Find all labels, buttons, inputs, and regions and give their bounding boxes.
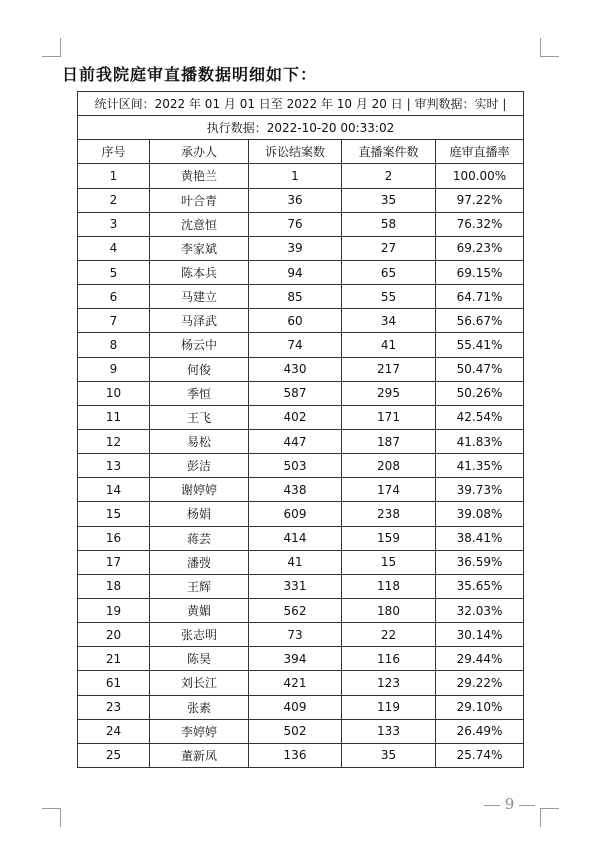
livestream-cases-cell: 187 xyxy=(342,429,436,453)
closed-cases-cell: 503 xyxy=(249,454,342,478)
trial-data-value: 实时 xyxy=(474,97,499,112)
handler-name-cell: 王飞 xyxy=(150,405,249,429)
serial-number-cell: 3 xyxy=(78,212,150,236)
serial-number-cell: 7 xyxy=(78,309,150,333)
table-row xyxy=(78,333,524,357)
table-row xyxy=(78,550,524,574)
table-row xyxy=(78,188,524,212)
serial-number-cell: 5 xyxy=(78,260,150,284)
exec-info-cell xyxy=(78,116,524,140)
livestream-cases-cell: 27 xyxy=(342,236,436,260)
crop-mark-top-right xyxy=(540,38,559,57)
serial-number-cell: 18 xyxy=(78,574,150,598)
exec-info-row xyxy=(78,116,524,140)
livestream-cases-cell: 208 xyxy=(342,454,436,478)
livestream-rate-cell: 69.23% xyxy=(436,236,524,260)
livestream-cases-cell: 15 xyxy=(342,550,436,574)
serial-number-cell: 6 xyxy=(78,285,150,309)
table-row xyxy=(78,743,524,767)
handler-name-cell: 沈意恒 xyxy=(150,212,249,236)
table-row xyxy=(78,695,524,719)
livestream-rate-cell: 56.67% xyxy=(436,309,524,333)
table-row xyxy=(78,478,524,502)
handler-name-cell: 李婷婷 xyxy=(150,719,249,743)
livestream-cases-cell: 133 xyxy=(342,719,436,743)
handler-name-cell: 张志明 xyxy=(150,623,249,647)
livestream-rate-cell: 97.22% xyxy=(436,188,524,212)
livestream-cases-cell: 35 xyxy=(342,743,436,767)
closed-cases-cell: 430 xyxy=(249,357,342,381)
serial-number-cell: 4 xyxy=(78,236,150,260)
handler-name-cell: 何俊 xyxy=(150,357,249,381)
table-row xyxy=(78,502,524,526)
column-header: 诉讼结案数 xyxy=(249,140,342,164)
closed-cases-cell: 402 xyxy=(249,405,342,429)
serial-number-cell: 17 xyxy=(78,550,150,574)
closed-cases-cell: 587 xyxy=(249,381,342,405)
livestream-rate-cell: 55.41% xyxy=(436,333,524,357)
handler-name-cell: 张素 xyxy=(150,695,249,719)
table-row xyxy=(78,454,524,478)
livestream-rate-cell: 50.26% xyxy=(436,381,524,405)
table-row xyxy=(78,405,524,429)
table-row xyxy=(78,357,524,381)
livestream-rate-cell: 38.41% xyxy=(436,526,524,550)
closed-cases-cell: 409 xyxy=(249,695,342,719)
handler-name-cell: 李家斌 xyxy=(150,236,249,260)
table-row xyxy=(78,671,524,695)
handler-name-cell: 黄媚 xyxy=(150,598,249,622)
table-row xyxy=(78,598,524,622)
livestream-cases-cell: 123 xyxy=(342,671,436,695)
serial-number-cell: 25 xyxy=(78,743,150,767)
crop-mark-bottom-right xyxy=(540,808,559,827)
table-row xyxy=(78,526,524,550)
closed-cases-cell: 421 xyxy=(249,671,342,695)
livestream-cases-cell: 217 xyxy=(342,357,436,381)
handler-name-cell: 彭洁 xyxy=(150,454,249,478)
handler-name-cell: 杨云中 xyxy=(150,333,249,357)
table-header-row xyxy=(78,140,524,164)
closed-cases-cell: 60 xyxy=(249,309,342,333)
serial-number-cell: 11 xyxy=(78,405,150,429)
livestream-cases-cell: 171 xyxy=(342,405,436,429)
closed-cases-cell: 1 xyxy=(249,164,342,188)
livestream-cases-cell: 116 xyxy=(342,647,436,671)
column-header: 序号 xyxy=(78,140,150,164)
handler-name-cell: 潘弢 xyxy=(150,550,249,574)
closed-cases-cell: 414 xyxy=(249,526,342,550)
table-row xyxy=(78,647,524,671)
handler-name-cell: 叶合青 xyxy=(150,188,249,212)
stat-info-row xyxy=(78,92,524,116)
livestream-cases-cell: 41 xyxy=(342,333,436,357)
livestream-rate-cell: 36.59% xyxy=(436,550,524,574)
handler-name-cell: 董新凤 xyxy=(150,743,249,767)
column-header: 直播案件数 xyxy=(342,140,436,164)
livestream-cases-cell: 119 xyxy=(342,695,436,719)
handler-name-cell: 杨娟 xyxy=(150,502,249,526)
closed-cases-cell: 41 xyxy=(249,550,342,574)
livestream-cases-cell: 2 xyxy=(342,164,436,188)
livestream-cases-cell: 180 xyxy=(342,598,436,622)
livestream-rate-cell: 25.74% xyxy=(436,743,524,767)
exec-data-label: 执行数据： xyxy=(206,121,267,136)
closed-cases-cell: 94 xyxy=(249,260,342,284)
handler-name-cell: 谢婷婷 xyxy=(150,478,249,502)
table-row xyxy=(78,309,524,333)
stat-period-value: 2022 年 01 月 01 日至 2022 年 10 月 20 日 xyxy=(154,97,403,112)
handler-name-cell: 季恒 xyxy=(150,381,249,405)
closed-cases-cell: 73 xyxy=(249,623,342,647)
stat-period-label: 统计区间： xyxy=(94,97,155,112)
closed-cases-cell: 502 xyxy=(249,719,342,743)
table-row xyxy=(78,623,524,647)
table-row xyxy=(78,260,524,284)
handler-name-cell: 刘长江 xyxy=(150,671,249,695)
livestream-cases-cell: 55 xyxy=(342,285,436,309)
serial-number-cell: 20 xyxy=(78,623,150,647)
livestream-rate-cell: 50.47% xyxy=(436,357,524,381)
serial-number-cell: 9 xyxy=(78,357,150,381)
closed-cases-cell: 394 xyxy=(249,647,342,671)
closed-cases-cell: 562 xyxy=(249,598,342,622)
handler-name-cell: 陈本兵 xyxy=(150,260,249,284)
table-row xyxy=(78,381,524,405)
serial-number-cell: 12 xyxy=(78,429,150,453)
livestream-rate-cell: 41.35% xyxy=(436,454,524,478)
table-row xyxy=(78,285,524,309)
serial-number-cell: 13 xyxy=(78,454,150,478)
page-number-dash-right xyxy=(519,805,535,806)
table-row xyxy=(78,719,524,743)
handler-name-cell: 马建立 xyxy=(150,285,249,309)
closed-cases-cell: 136 xyxy=(249,743,342,767)
handler-name-cell: 马泽武 xyxy=(150,309,249,333)
table-row xyxy=(78,236,524,260)
table-row xyxy=(78,164,524,188)
livestream-data-table xyxy=(77,91,524,768)
serial-number-cell: 15 xyxy=(78,502,150,526)
closed-cases-cell: 39 xyxy=(249,236,342,260)
livestream-rate-cell: 30.14% xyxy=(436,623,524,647)
livestream-rate-cell: 29.44% xyxy=(436,647,524,671)
livestream-rate-cell: 42.54% xyxy=(436,405,524,429)
page-heading: 日前我院庭审直播数据明细如下： xyxy=(62,65,318,84)
serial-number-cell: 61 xyxy=(78,671,150,695)
crop-mark-bottom-left xyxy=(42,808,61,827)
livestream-cases-cell: 295 xyxy=(342,381,436,405)
livestream-cases-cell: 159 xyxy=(342,526,436,550)
livestream-rate-cell: 29.10% xyxy=(436,695,524,719)
handler-name-cell: 王辉 xyxy=(150,574,249,598)
column-header: 庭审直播率 xyxy=(436,140,524,164)
serial-number-cell: 23 xyxy=(78,695,150,719)
table-row xyxy=(78,429,524,453)
livestream-cases-cell: 34 xyxy=(342,309,436,333)
column-header: 承办人 xyxy=(150,140,249,164)
livestream-rate-cell: 69.15% xyxy=(436,260,524,284)
page-number-dash-left xyxy=(484,805,500,806)
closed-cases-cell: 331 xyxy=(249,574,342,598)
crop-mark-top-left xyxy=(42,38,61,57)
exec-data-value: 2022-10-20 00:33:02 xyxy=(266,121,395,136)
closed-cases-cell: 438 xyxy=(249,478,342,502)
table-row xyxy=(78,574,524,598)
livestream-cases-cell: 58 xyxy=(342,212,436,236)
livestream-rate-cell: 29.22% xyxy=(436,671,524,695)
livestream-rate-cell: 41.83% xyxy=(436,429,524,453)
serial-number-cell: 19 xyxy=(78,598,150,622)
livestream-cases-cell: 65 xyxy=(342,260,436,284)
table-row xyxy=(78,212,524,236)
handler-name-cell: 陈昊 xyxy=(150,647,249,671)
serial-number-cell: 16 xyxy=(78,526,150,550)
livestream-cases-cell: 174 xyxy=(342,478,436,502)
livestream-rate-cell: 39.73% xyxy=(436,478,524,502)
closed-cases-cell: 36 xyxy=(249,188,342,212)
stat-info-cell xyxy=(78,92,524,116)
livestream-cases-cell: 35 xyxy=(342,188,436,212)
serial-number-cell: 8 xyxy=(78,333,150,357)
livestream-cases-cell: 118 xyxy=(342,574,436,598)
livestream-cases-cell: 22 xyxy=(342,623,436,647)
closed-cases-cell: 85 xyxy=(249,285,342,309)
livestream-rate-cell: 39.08% xyxy=(436,502,524,526)
info-separator-end: | xyxy=(502,97,507,112)
serial-number-cell: 2 xyxy=(78,188,150,212)
livestream-rate-cell: 35.65% xyxy=(436,574,524,598)
livestream-cases-cell: 238 xyxy=(342,502,436,526)
serial-number-cell: 24 xyxy=(78,719,150,743)
page-number xyxy=(484,795,535,813)
livestream-rate-cell: 32.03% xyxy=(436,598,524,622)
serial-number-cell: 21 xyxy=(78,647,150,671)
handler-name-cell: 蒋芸 xyxy=(150,526,249,550)
page-number-value: 9 xyxy=(504,795,515,813)
serial-number-cell: 14 xyxy=(78,478,150,502)
livestream-rate-cell: 64.71% xyxy=(436,285,524,309)
handler-name-cell: 易松 xyxy=(150,429,249,453)
info-separator: | xyxy=(406,97,411,112)
livestream-rate-cell: 100.00% xyxy=(436,164,524,188)
closed-cases-cell: 76 xyxy=(249,212,342,236)
closed-cases-cell: 447 xyxy=(249,429,342,453)
closed-cases-cell: 609 xyxy=(249,502,342,526)
serial-number-cell: 10 xyxy=(78,381,150,405)
closed-cases-cell: 74 xyxy=(249,333,342,357)
trial-data-label: 审判数据： xyxy=(414,97,475,112)
serial-number-cell: 1 xyxy=(78,164,150,188)
livestream-rate-cell: 76.32% xyxy=(436,212,524,236)
handler-name-cell: 黄艳兰 xyxy=(150,164,249,188)
livestream-rate-cell: 26.49% xyxy=(436,719,524,743)
